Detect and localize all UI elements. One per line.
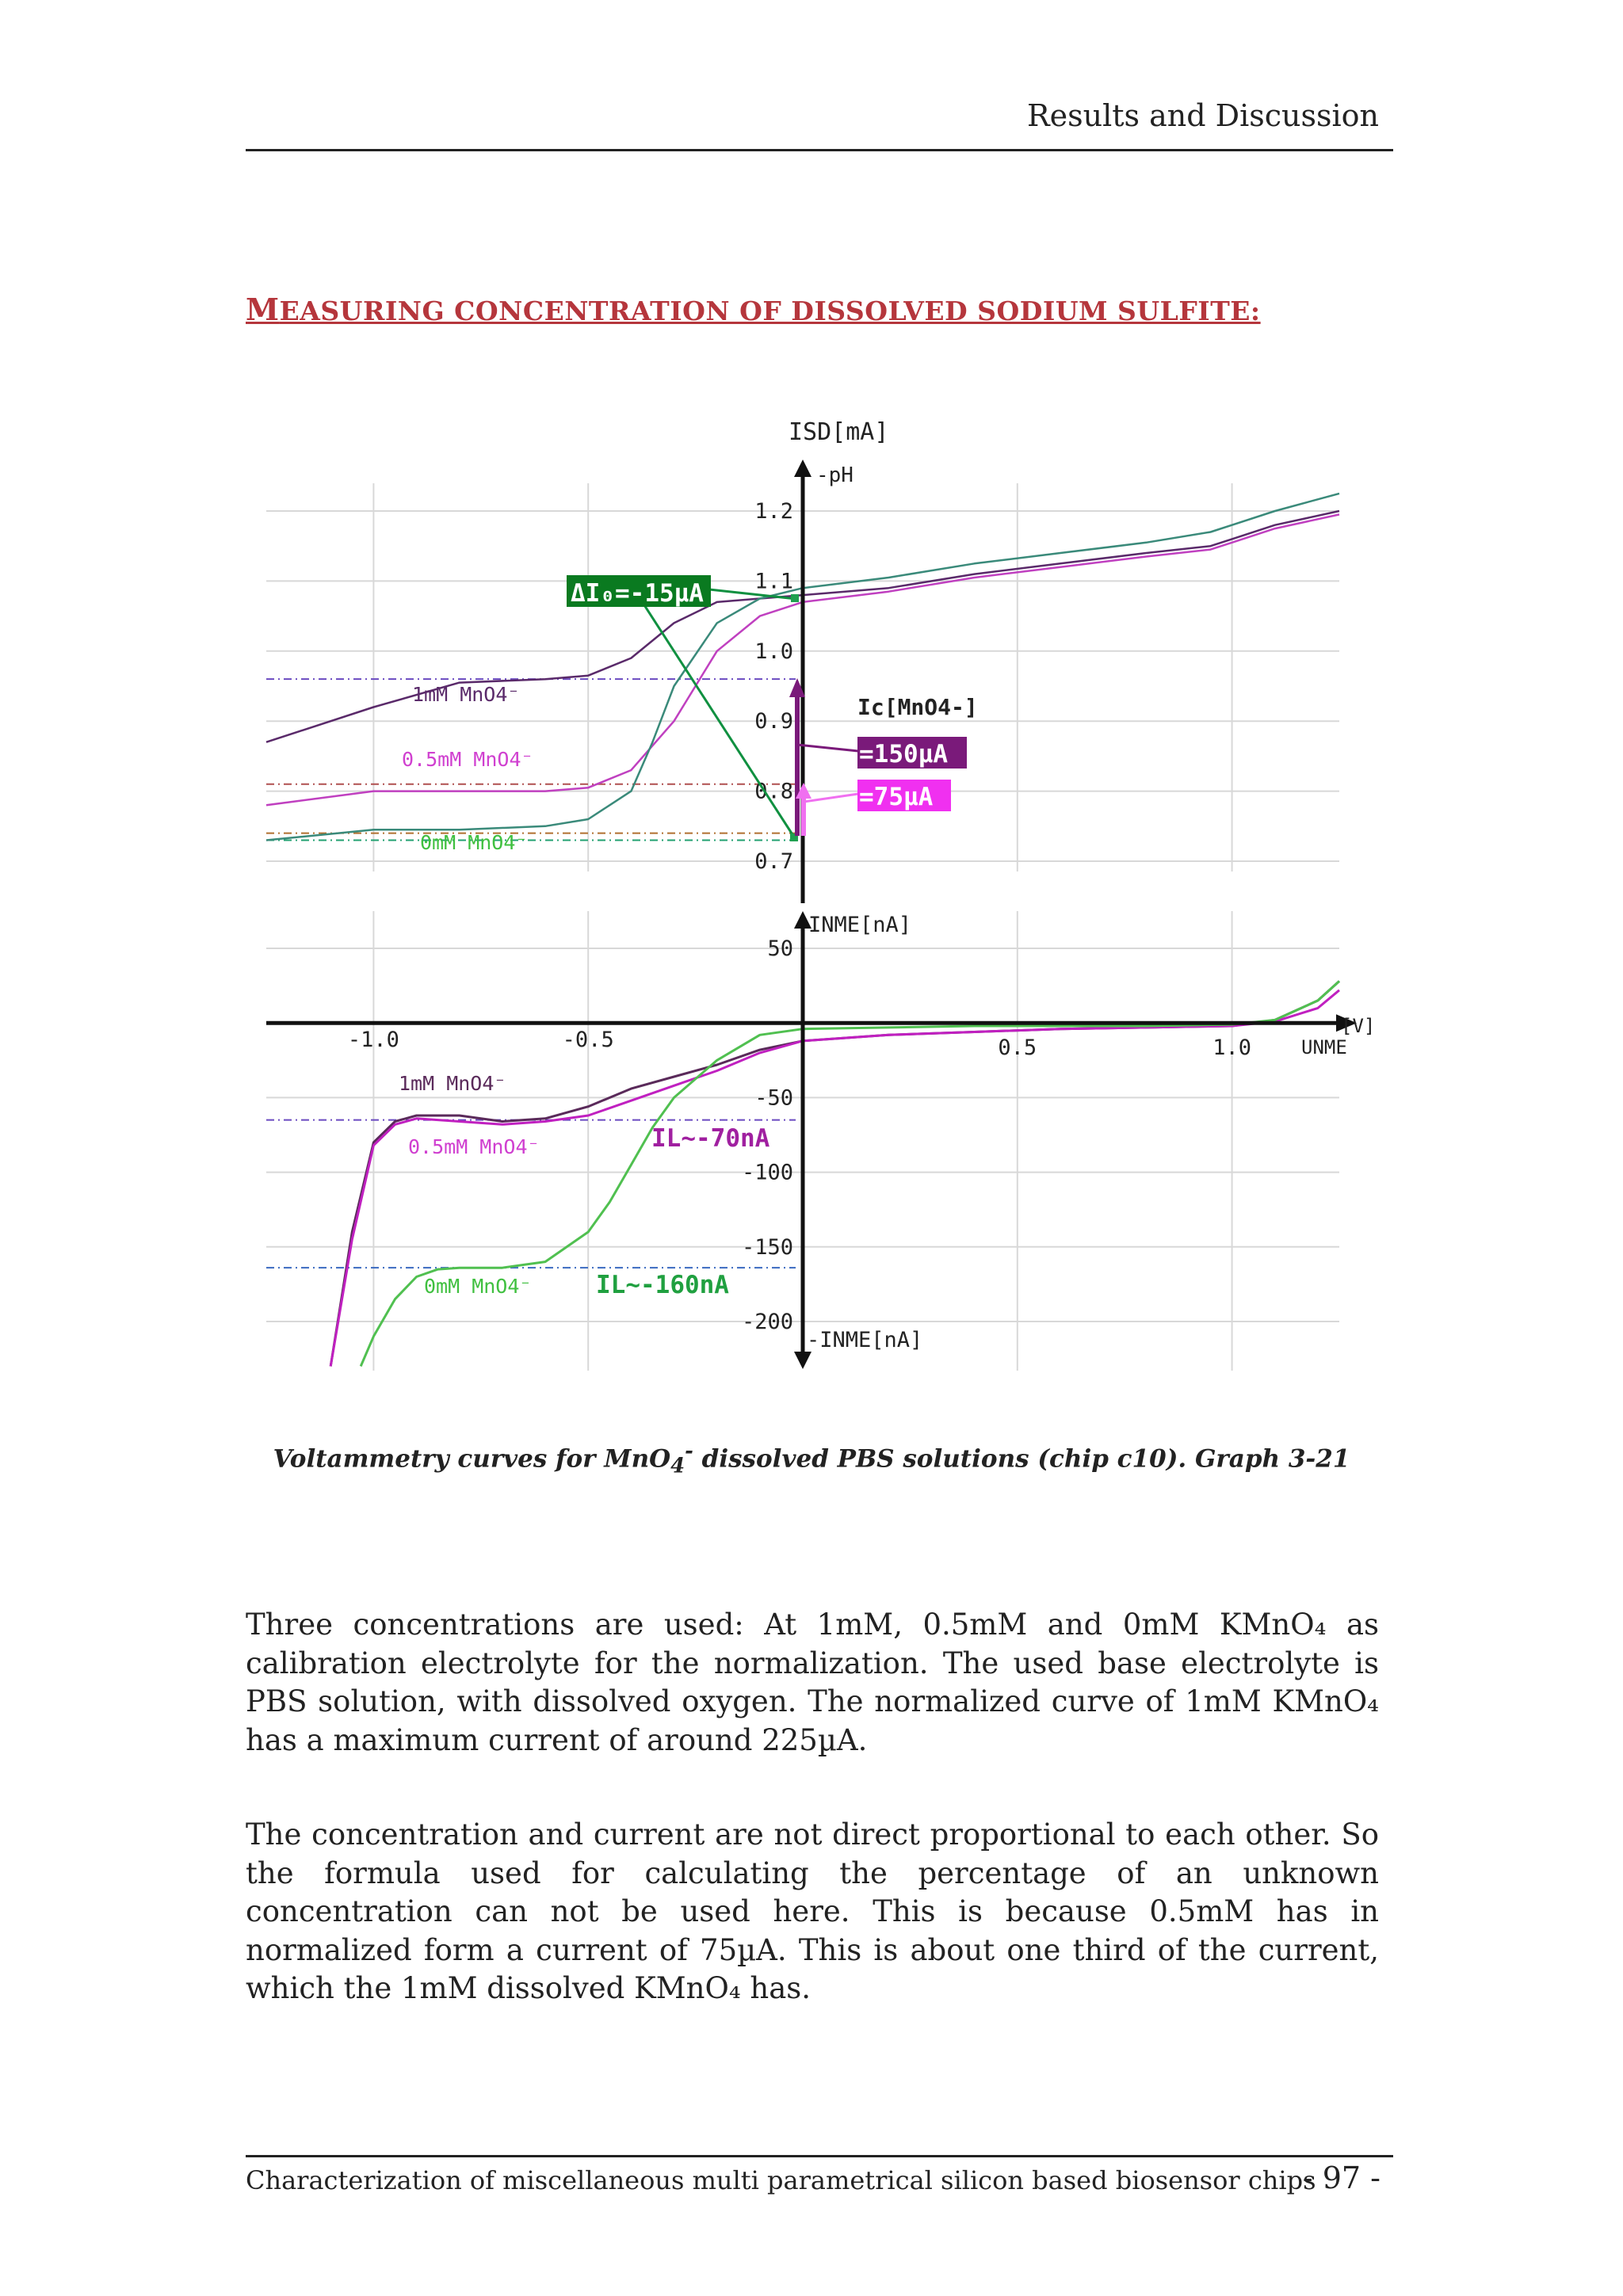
- bottom-y-tick-label: -50: [754, 1085, 793, 1111]
- caption-superscript: -: [685, 1440, 693, 1463]
- top-label-0.5mm: 0.5mM MnO4⁻: [402, 748, 533, 771]
- ic150-label: =150µA: [859, 740, 948, 769]
- section-heading-rest: EASURING CONCENTRATION OF DISSOLVED SODIUM SULFITE:: [279, 296, 1261, 326]
- bottom-y-tick-label: 50: [767, 936, 793, 961]
- bottom-axis-label-up: INME[nA]: [808, 913, 912, 937]
- bottom-y-tick-label: -200: [741, 1310, 793, 1334]
- paragraph-2: The concentration and current are not direct proportional to each other. So the formula used for calculating the percentage of an unknown concentration can not be used here. This is because 0.5mM has in normalized form a current of 75µA. This is about one third of the current, which the 1mM dissolved KMnO₄ has.: [246, 1817, 1379, 2005]
- ic-label: Ic[MnO4-]: [857, 694, 978, 720]
- page-number: - 97 -: [1302, 2161, 1381, 2195]
- caption-subscript: 4: [670, 1454, 685, 1478]
- top-label-0mm: 0mM MnO4⁻: [420, 831, 528, 854]
- bottom-label-1mm: 1mM MnO4⁻: [399, 1072, 506, 1095]
- bottom-label-0mm: 0mM MnO4⁻: [424, 1275, 532, 1298]
- delta-i0-marker-top: [791, 594, 799, 602]
- section-heading: [246, 292, 1261, 327]
- x-tick-label: 0.5: [998, 1035, 1037, 1061]
- x-axis-unit: [V]: [1341, 1015, 1376, 1037]
- bottom-y-tick-label: -150: [741, 1234, 793, 1260]
- x-axis-label: UNME: [1301, 1036, 1347, 1058]
- page-footer: [246, 2155, 1393, 2195]
- caption-suffix: dissolved PBS solutions (chip c10). Graph 3-21: [693, 1444, 1350, 1474]
- figure-background: [254, 420, 1387, 1379]
- x-tick-label: -0.5: [562, 1028, 614, 1053]
- top-y-tick-label: 0.8: [754, 779, 793, 804]
- figure-caption: [0, 1440, 1623, 1478]
- delta-i0-label: ΔI₀=-15µA: [571, 579, 704, 608]
- footer-text: Characterization of miscellaneous multi parametrical silicon based biosensor chips: [246, 2165, 1316, 2195]
- section-heading-initial: M: [246, 292, 280, 327]
- header-title: Results and Discussion: [1027, 98, 1379, 133]
- top-y-tick-label: 1.2: [754, 499, 793, 524]
- il70-label: IL~-70nA: [651, 1124, 770, 1153]
- page-header: [246, 93, 1393, 151]
- bottom-axis-label-down: -INME[nA]: [807, 1328, 923, 1352]
- ic75-label: =75µA: [859, 783, 934, 811]
- caption-prefix: Voltammetry curves for MnO: [273, 1444, 671, 1474]
- bottom-y-tick-label: -100: [741, 1160, 793, 1185]
- top-y-tick-label: 1.0: [754, 639, 793, 664]
- top-y-tick-label: 0.9: [754, 709, 793, 734]
- bottom-label-0.5mm: 0.5mM MnO4⁻: [408, 1135, 540, 1158]
- voltammetry-figure: [254, 420, 1387, 1379]
- top-y-tick-label: 0.7: [754, 849, 793, 874]
- il160-label: IL~-160nA: [596, 1271, 729, 1299]
- top-axis-sublabel: -pH: [816, 463, 854, 487]
- x-tick-label: -1.0: [347, 1028, 399, 1053]
- top-axis-label: ISD[mA]: [789, 420, 889, 446]
- x-tick-label: 1.0: [1212, 1035, 1251, 1061]
- top-y-tick-label: 1.1: [754, 569, 793, 594]
- top-label-1mm: 1mM MnO4⁻: [412, 683, 520, 706]
- paragraph-1: Three concentrations are used: At 1mM, 0.5mM and 0mM KMnO₄ as calibration electrolyte for the normalization. The used base electrolyte is PBS solution, with dissolved oxygen. The normalized curve of 1mM KMnO₄ has a maximum current of around 225µA.: [246, 1608, 1379, 1757]
